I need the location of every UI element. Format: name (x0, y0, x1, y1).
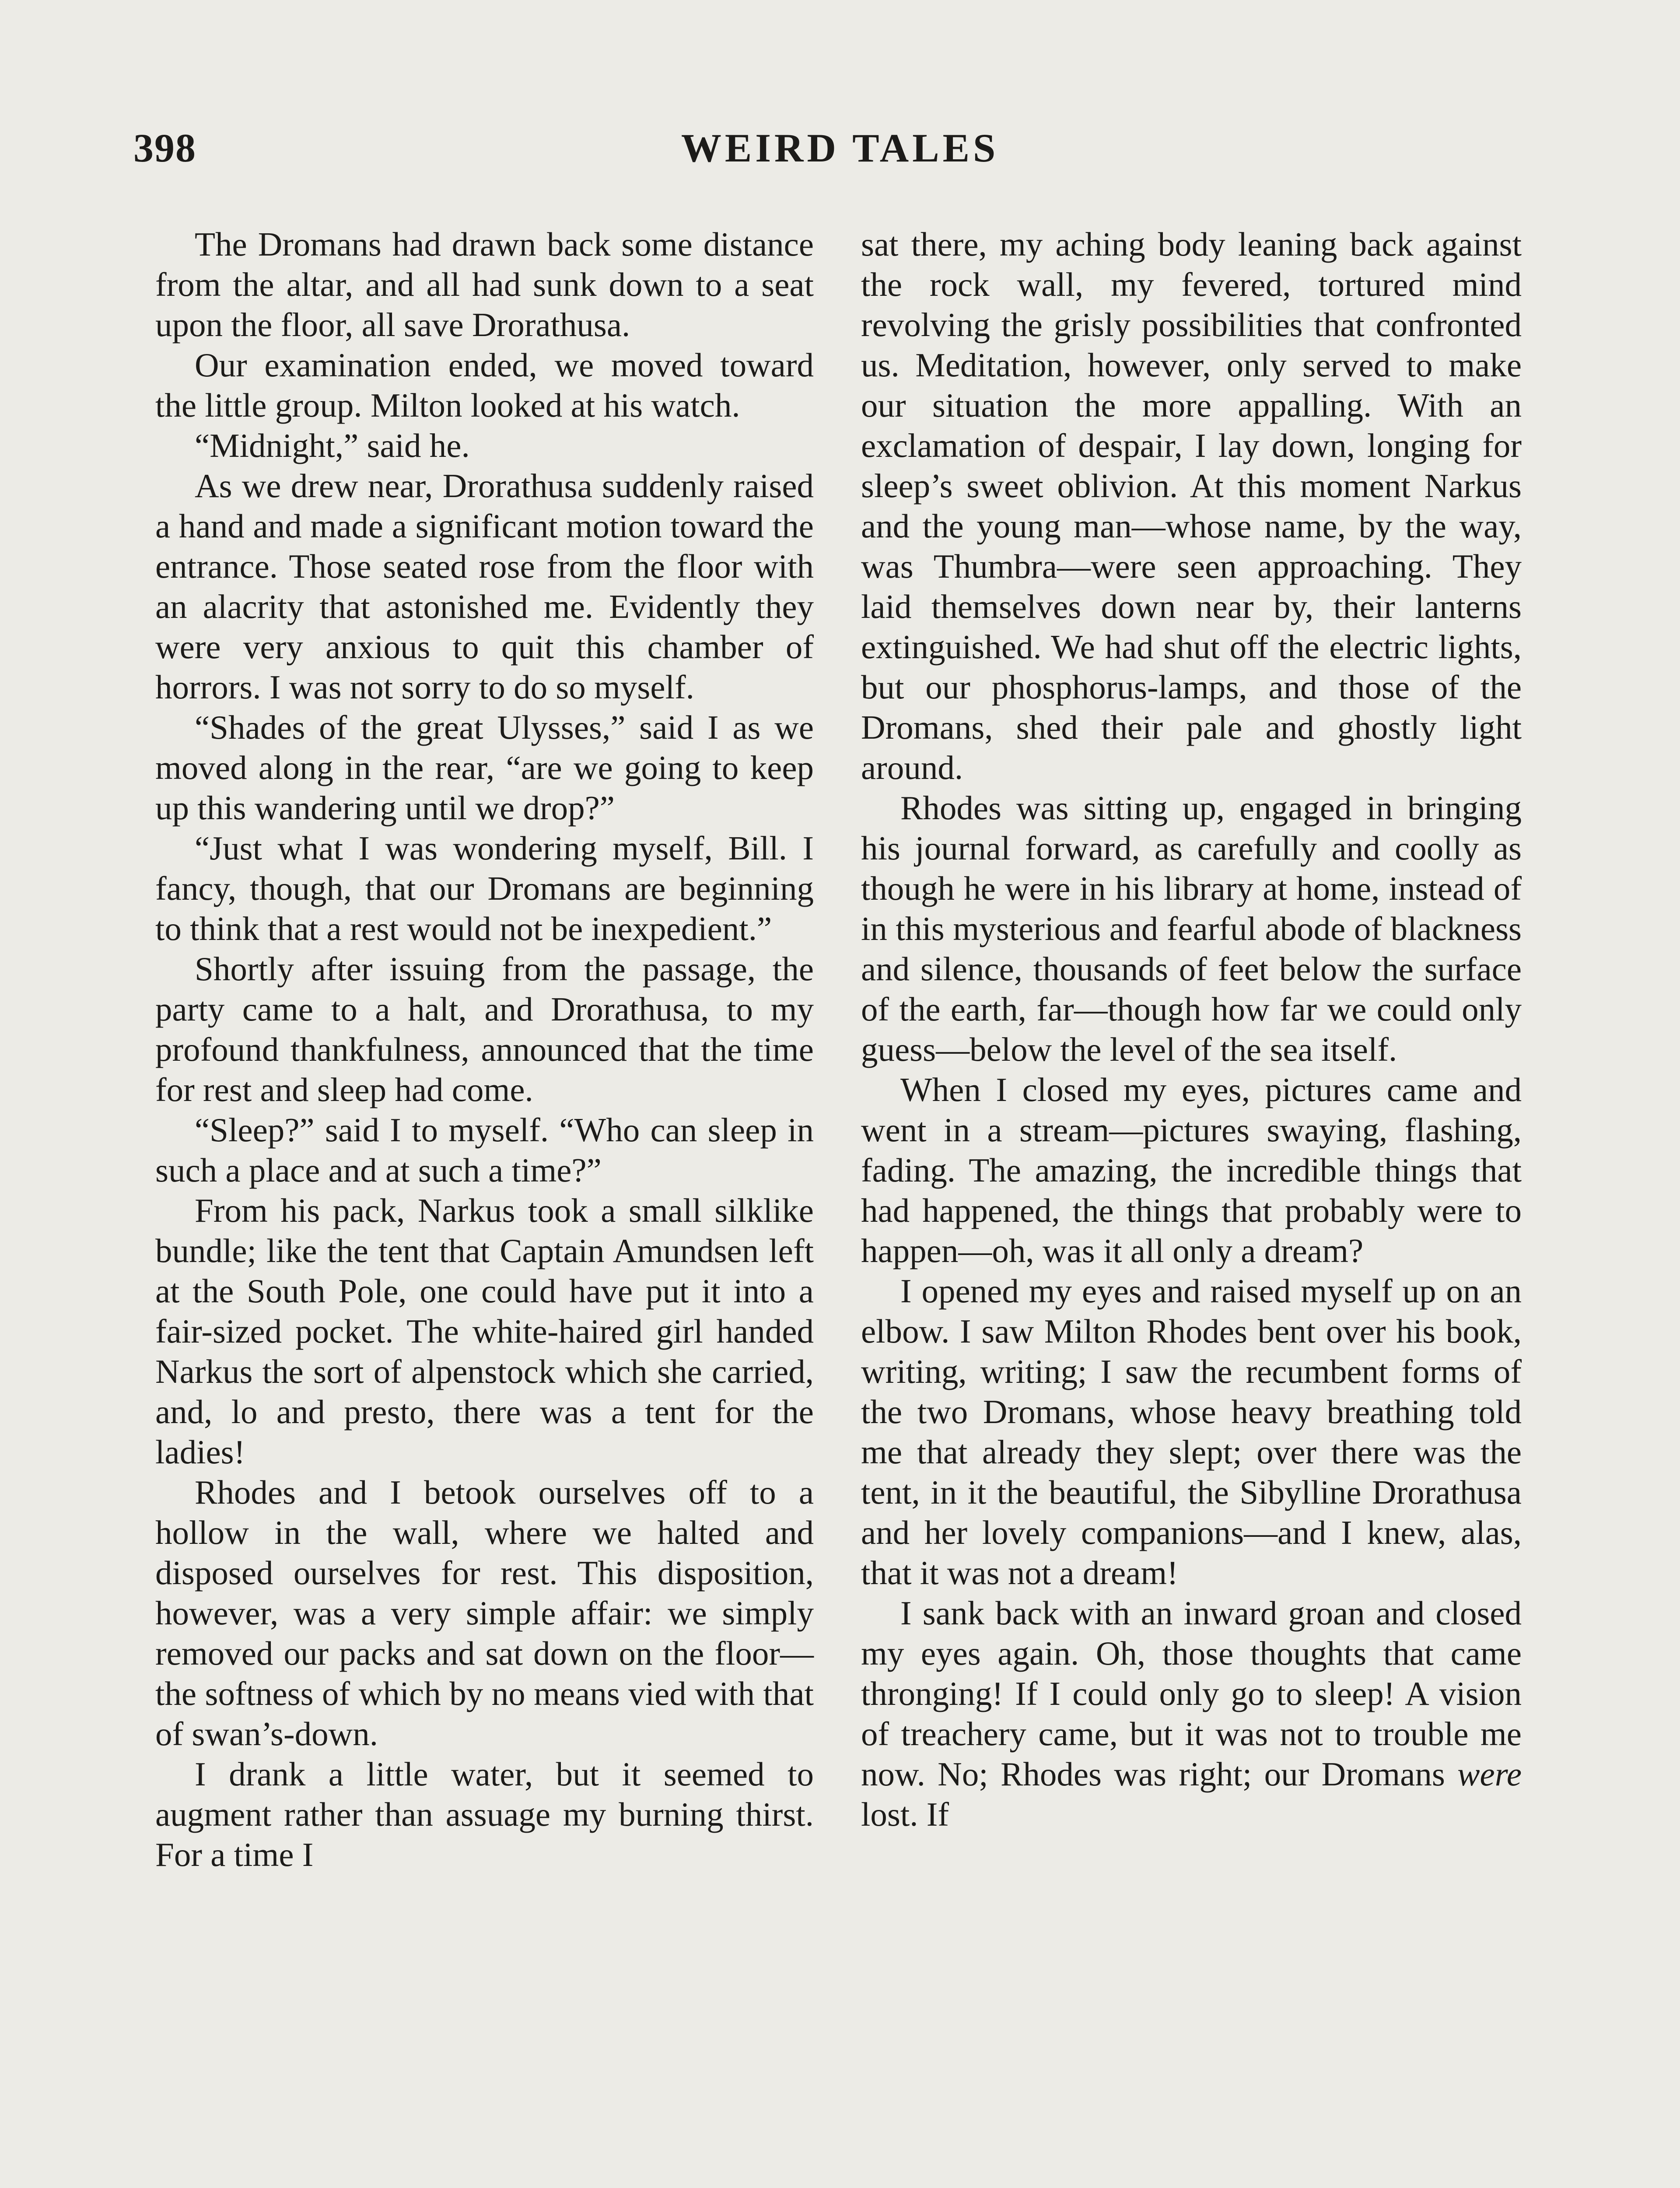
paragraph: Our examination ended, we moved toward the little group. Milton looked at his watch. (155, 346, 814, 424)
paragraph: I opened my eyes and raised myself up on an elbow. I saw Milton Rhodes bent over his book, writing, writing; I saw the recumbent forms of the two Dromans, whose heavy breathing told me that already they slept; over there was the tent, in it the beautiful, the Sibylline Drorathusa and her lovely companions—and I knew, alas, that it was not a dream! (861, 1272, 1522, 1592)
paragraph: Shortly after issuing from the passage, the party came to a halt, and Drorathusa, to my profound thankfulness, announced that the time for rest and sleep had come. (155, 950, 814, 1108)
left-column (155, 224, 814, 1875)
paragraph: “Shades of the great Ulysses,” said I as we moved along in the rear, “are we going to keep up this wandering until we drop?” (155, 708, 814, 827)
paragraph: I drank a little water, but it seemed to augment rather than assuage my burning thirst. For a time I (155, 1755, 814, 1873)
paragraph: “Sleep?” said I to myself. “Who can sleep in such a place and at such a time?” (155, 1111, 814, 1189)
paragraph: The Dromans had drawn back some distance from the altar, and all had sunk down to a seat upon the floor, all save Drorathusa. (155, 225, 814, 344)
paragraph: Rhodes was sitting up, engaged in bringing his journal forward, as carefully and coolly as though he were in his library at home, instead of in this mysterious and fearful abode of blackness and silence, thousands of feet below the surface of the earth, far—though how far we could only guess—below the level of the sea itself. (861, 789, 1522, 1068)
emphasis-text: were (1457, 1755, 1522, 1793)
paragraph: Rhodes and I betook ourselves off to a hollow in the wall, where we halted and disposed ourselves for rest. This disposition, however, was a very simple affair: we simply removed our packs and sat down on the floor—the softness of which by no means vied with that of swan’s-down. (155, 1473, 814, 1753)
paragraph-text: lost. If (861, 1795, 949, 1833)
paragraph-text: I sank back with an inward groan and closed my eyes again. Oh, those thoughts that came thronging! If I could only go to sleep! A vision of treachery came, but it was not to trouble me now. No; Rhodes was right; our Dromans (861, 1594, 1522, 1793)
right-column (861, 224, 1522, 1834)
paragraph (861, 1593, 1522, 1834)
paragraph: “Just what I was wondering myself, Bill. I fancy, though, that our Dromans are beginning to think that a rest would not be inexpedient.” (155, 829, 814, 947)
paragraph: “Midnight,” said he. (195, 427, 470, 464)
paragraph: From his pack, Narkus took a small silklike bundle; like the tent that Captain Amundsen left at the South Pole, one could have put it into a fair-sized pocket. The white-haired girl handed Narkus the sort of alpenstock which she carried, and, lo and presto, there was a tent for the ladies! (155, 1192, 814, 1471)
continued-paragraph: sat there, my aching body leaning back against the rock wall, my fevered, tortured mind revolving the grisly possibilities that confronted us. Meditation, however, only served to make our situation the more appalling. With an exclamation of despair, I lay down, longing for sleep’s sweet oblivion. At this moment Narkus and the young man—whose name, by the way, was Thumbra—were seen approaching. They laid themselves down near by, their lanterns extinguished. We had shut off the electric lights, but our phosphorus-lamps, and those of the Dromans, shed their pale and ghostly light around. (861, 225, 1522, 786)
page-number: 398 (133, 126, 196, 170)
paragraph: When I closed my eyes, pictures came and went in a stream—pictures swaying, flashing, fading. The amazing, the incredible things that had happened, the things that probably were to happen—oh, was it all only a dream? (861, 1071, 1522, 1269)
running-title: WEIRD TALES (681, 126, 999, 170)
paragraph: As we drew near, Drorathusa suddenly raised a hand and made a significant motion toward the entrance. Those seated rose from the floor with an alacrity that astonished me. Evidently they were very anxious to quit this chamber of horrors. I was not sorry to do so myself. (155, 467, 814, 706)
